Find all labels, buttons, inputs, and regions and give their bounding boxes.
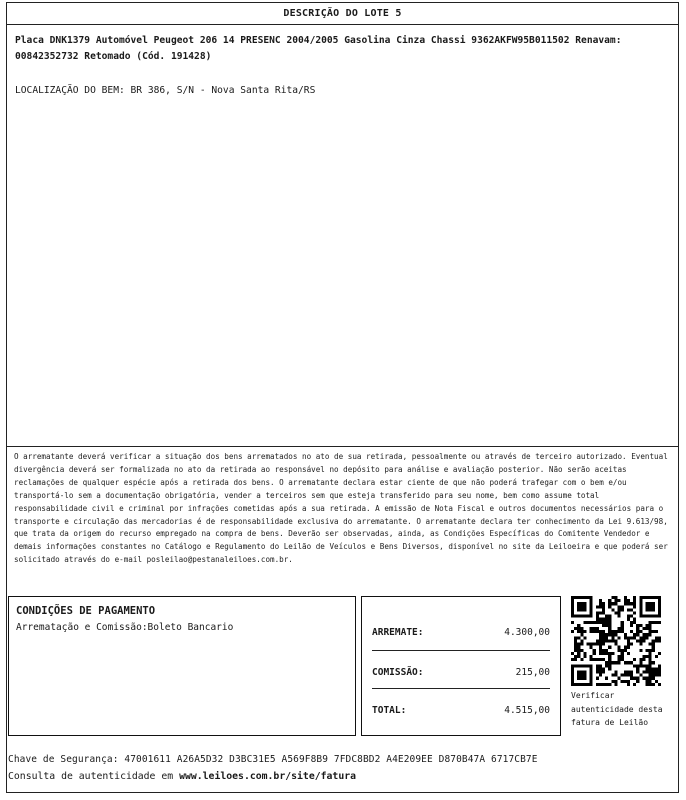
comissao-value: 215,00	[515, 667, 550, 678]
lot-header	[7, 3, 678, 25]
lot-title: DESCRIÇÃO DO LOTE 5	[283, 8, 402, 19]
totals-rule	[372, 650, 550, 651]
lot-location: LOCALIZAÇÃO DO BEM: BR 386, S/N - Nova Santa Rita/RS	[15, 85, 316, 96]
total-row	[372, 705, 550, 716]
payment-method: Arrematação e Comissão:Boleto Bancario	[16, 622, 234, 633]
qr-caption: Verificar autenticidade desta fatura de Leilão	[571, 691, 663, 727]
totals-box	[361, 596, 561, 736]
comissao-row	[372, 667, 550, 678]
payment-conditions-box	[8, 596, 356, 736]
total-label: TOTAL:	[372, 705, 407, 716]
authenticity-link[interactable]: www.leiloes.com.br/site/fatura	[179, 771, 357, 782]
totals-rule	[372, 688, 550, 689]
authenticity-prefix: Consulta de autenticidade em	[8, 771, 174, 782]
disclaimer-text: O arrematante deverá verificar a situação dos bens arrematados no ato de sua retirada, pessoalmente ou através de terceiro autorizado. Eventual divergência deverá ser formalizada no ato da retirada ao responsável no depósito para análise e avaliação posterior. Não serão aceitas reclamações de qualquer espécie após a retirada dos bens. O arrematante declara estar ciente de que não poderá trafegar com o bem e/ou transportá-lo sem a documentação obrigatória, vender a terceiros sem que esteja transferido para seu nome, bem como assume total responsabilidade civil e criminal por infrações cometidas após a sua retirada. A emissão de Nota Fiscal e outros documentos necessários para o transporte e circulação das mercadorias é de responsabilidade exclusiva do arrematante. O arrematante declara ter conhecimento da Lei 9.613/98, que trata da origem do recurso empregado na compra de bens. Deverão ser observadas, ainda, as Condições Específicas do Comitente Vendedor e demais informações constantes no Catálogo e Regulamento do Leilão de Veículos e Bens Diversos, disponível no site da Leiloeira e que poderá ser solicitado através do e-mail posleilao@pestanaleiloes.com.br.	[14, 452, 668, 565]
security-key: Chave de Segurança: 47001611 A26A5D32 D3BC31E5 A569F8B9 7FDC8BD2 A4E209EE D870B47A 6717CB7E	[8, 754, 538, 765]
authenticity-line	[8, 771, 356, 782]
section-divider	[7, 446, 678, 447]
comissao-label: COMISSÃO:	[372, 667, 424, 678]
arremate-row	[372, 627, 550, 638]
lot-description: Placa DNK1379 Automóvel Peugeot 206 14 PRESENC 2004/2005 Gasolina Cinza Chassi 9362AKFW95B011502 Renavam: 00842352732 Retomado (Cód. 191428)	[15, 35, 622, 62]
qr-code-icon[interactable]	[571, 596, 661, 686]
arremate-label: ARREMATE:	[372, 627, 424, 638]
total-value: 4.515,00	[504, 705, 550, 716]
payment-title: CONDIÇÕES DE PAGAMENTO	[16, 605, 156, 617]
arremate-value: 4.300,00	[504, 627, 550, 638]
